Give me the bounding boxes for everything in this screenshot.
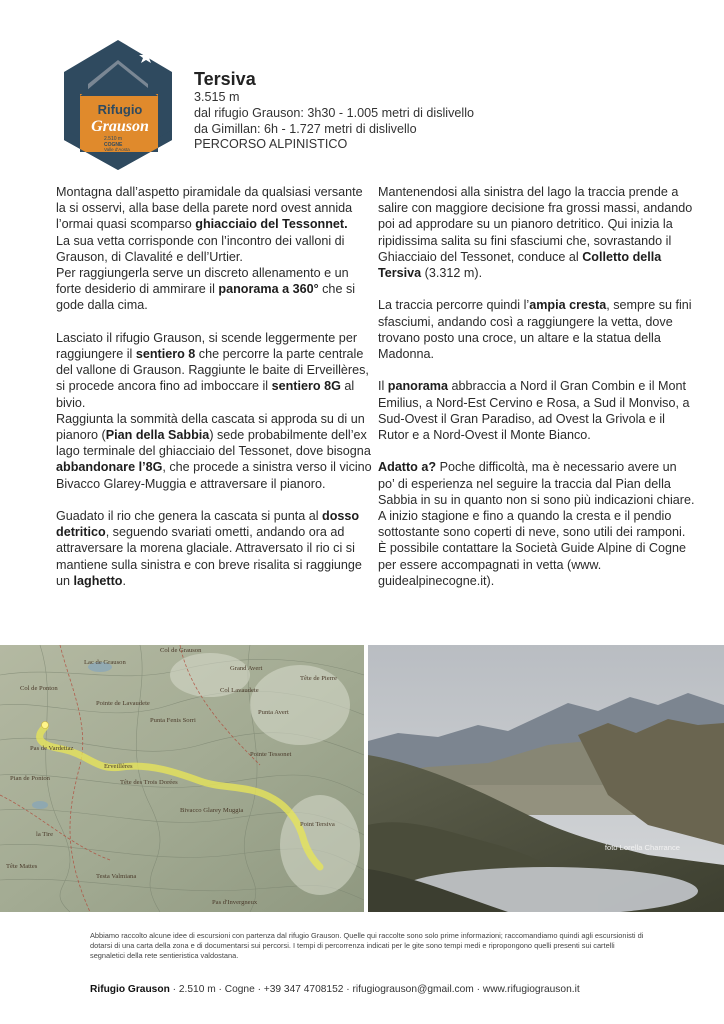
bold-text: panorama a 360° bbox=[218, 282, 319, 297]
body-paragraph bbox=[378, 378, 696, 443]
body-text: Guadato il rio che genera la cascata si punta al bbox=[56, 509, 323, 524]
body-text: Raggiunta la sommità della cascata si approda su di un pianoro ( bbox=[56, 411, 365, 443]
map-label: Punta Fenis Sorri bbox=[150, 717, 196, 724]
body-paragraph bbox=[378, 459, 696, 589]
logo-altitude: 2.510 m bbox=[104, 136, 123, 142]
mountain-photo bbox=[368, 645, 724, 912]
bold-text: ghiacciaio del Tessonnet. bbox=[195, 217, 348, 232]
photo-credit: foto Lorella Charrance bbox=[604, 843, 680, 852]
map-label: Erveillères bbox=[104, 763, 133, 770]
body-text: abbraccia a Nord il Gran Combin e il Mont Emilius, a Nord-Est Cervino e Rosa, a Sud il Monviso, a Sud-Ovest il Gran Paradiso, ad Ovest la Grivola e il Rutor e a Nord-Ovest il Monte Bianco. bbox=[378, 379, 690, 443]
map-label: Pointe de Lavaudete bbox=[96, 700, 150, 707]
footer-name: Rifugio Grauson bbox=[90, 984, 170, 995]
logo-region: Valle d'Aosta bbox=[104, 147, 130, 152]
logo-graphic bbox=[60, 38, 176, 172]
disclaimer-text: Abbiamo raccolto alcune idee di escursioni con partenza dal rifugio Grauson. Quelle qui raccolte sono solo prime informazioni; raccomandiamo quindi agli escursionisti di dotarsi di una carta della zona e di documentarsi sui percorsi. I tempi di percorrenza indicati per le gite sono tempi medi e ripropongono quelli presenti sui cartelli segnaletici della rete sentieristica valdostana. bbox=[90, 931, 644, 961]
map-label: Bivacco Glarey Muggia bbox=[180, 807, 244, 814]
header-difficulty: PERCORSO ALPINISTICO bbox=[194, 137, 348, 152]
body-text: Il bbox=[378, 379, 388, 394]
footer-details: · 2.510 m · Cogne · +39 347 4708152 · rifugiograuson@gmail.com · www.rifugiograuson.it bbox=[169, 984, 580, 995]
body-paragraph bbox=[378, 184, 696, 281]
route-header bbox=[194, 68, 474, 153]
header-time-gimillan: da Gimillan: 6h - 1.727 metri di dislivello bbox=[194, 121, 417, 136]
bold-text: dosso detritico bbox=[56, 509, 360, 540]
body-text: È possibile contattare la Società Guide Alpine di Cogne per essere accompagnati in vetta (www. guidealpinecogne.it). bbox=[378, 541, 687, 588]
bold-text: ampia cresta bbox=[529, 298, 607, 313]
map-label: Col de Grauson bbox=[160, 647, 202, 654]
map-label: Pas de Vardettaz bbox=[30, 745, 74, 752]
map-label: Pas d'Invergneux bbox=[212, 899, 258, 906]
page-title: Tersiva bbox=[194, 69, 256, 89]
body-text: Lasciato il rifugio Grauson, si scende leggermente per raggiungere il bbox=[56, 330, 358, 362]
body-paragraph bbox=[56, 508, 372, 589]
map-label: Tête de Pierre bbox=[300, 675, 337, 682]
bold-text: abbandonare l’8G bbox=[56, 460, 163, 475]
map-label: Col Lavaudete bbox=[220, 687, 259, 694]
left-text-column bbox=[56, 184, 372, 605]
body-paragraph bbox=[378, 297, 696, 362]
map-label: la Tire bbox=[36, 831, 54, 838]
body-text: , seguendo svariati ometti, andando ora ad attraversare la morena glaciale. Attraversato il rio ci si mantiene sulla sinistra e con breve risalita si raggiunge un bbox=[56, 525, 362, 588]
route-map bbox=[0, 645, 364, 912]
body-paragraph bbox=[56, 330, 372, 492]
body-paragraph bbox=[56, 184, 372, 314]
map-label: Point Tersiva bbox=[300, 821, 335, 828]
map-label: Col de Ponton bbox=[20, 685, 58, 692]
body-text: al bivio. bbox=[56, 379, 355, 410]
map-label: Tête des Trois Dorées bbox=[120, 779, 178, 786]
map-label: Pointe Tessonet bbox=[250, 751, 292, 758]
map-label: Punta Avert bbox=[258, 709, 289, 716]
photo-strip bbox=[0, 645, 724, 912]
body-text: che percorre la parte centrale del vallone di Grauson. Raggiunte le baite di Erveillères, si procede ancora fino ad imboccare il bbox=[56, 347, 369, 394]
photo-graphic bbox=[368, 645, 724, 912]
header-altitude: 3.515 m bbox=[194, 90, 240, 104]
bold-text: Pian della Sabbia bbox=[105, 428, 210, 443]
body-text: La sua vetta corrisponde con l’incontro dei valloni di Grauson, di Clavalité e dell’Urtier. bbox=[56, 233, 345, 264]
map-label: Pian de Ponton bbox=[10, 775, 50, 782]
footer-contacts bbox=[90, 984, 580, 995]
bold-text: panorama bbox=[387, 379, 448, 394]
map-label: Grand Avert bbox=[230, 665, 263, 672]
bold-text: Colletto della Tersiva bbox=[378, 249, 662, 281]
route-start-marker bbox=[42, 722, 49, 729]
bold-text: Adatto a? bbox=[378, 460, 437, 475]
header-time-grauson: dal rifugio Grauson: 3h30 - 1.005 metri di dislivello bbox=[194, 105, 475, 120]
body-text: Mantenendosi alla sinistra del lago la traccia prende a salire con maggiore decisione fra grossi massi, andando poi ad approdare su un pianoro detritico. Qui inizia la ripidissima salita su fini sfasciumi che, sovrastando il Ghiacciaio del Tessonet, conduce al bbox=[378, 185, 693, 264]
bold-text: sentiero 8G bbox=[271, 379, 341, 394]
logo-name-line1: Rifugio bbox=[97, 102, 143, 117]
body-text: Montagna dall’aspetto piramidale da qualsiasi versante la si osservi, alla base della parete nord ovest annida l’ormai quasi scomparso bbox=[56, 185, 363, 232]
body-text: Poche difficoltà, ma è necessario avere un po’ di esperienza nel seguire la traccia dal Pian della Sabbia in su in quanto non si sono più indicazioni chiare. A inizio stagione e fino a quando la cresta e il pendio sottostante sono coperti di neve, sono utili dei ramponi. bbox=[378, 460, 695, 540]
logo-town: COGNE bbox=[104, 142, 123, 148]
body-text: , sempre su fini sfasciumi, andando così a raggiungere la vetta, dove trovano posto una croce, un altare e la statua della Madonna. bbox=[378, 298, 692, 362]
map-label: Tête Mattes bbox=[6, 863, 38, 870]
logo-name-line2: Grauson bbox=[91, 118, 149, 135]
rifugio-logo bbox=[60, 38, 176, 172]
right-text-column bbox=[378, 184, 696, 605]
body-text: (3.312 m). bbox=[421, 266, 483, 281]
map-label: Lac de Grauson bbox=[84, 659, 126, 666]
body-text: ) sede probabilmente dell’ex lago terminale del ghiacciaio del Tessonet, dove bisogna bbox=[56, 428, 371, 459]
map-label: Testa Valmiana bbox=[96, 873, 137, 880]
body-text: , che procede a sinistra verso il vicino Bivacco Glarey-Muggia e attraversare il pianoro. bbox=[56, 460, 372, 491]
body-text: Per raggiungerla serve un discreto allenamento e un forte desiderio di ammirare il bbox=[56, 266, 349, 297]
body-text: La traccia percorre quindi l’ bbox=[378, 298, 530, 313]
bold-text: laghetto bbox=[73, 573, 123, 588]
body-text: che si gode dalla cima. bbox=[56, 282, 356, 313]
bold-text: sentiero 8 bbox=[135, 347, 196, 362]
body-text: . bbox=[122, 573, 126, 588]
